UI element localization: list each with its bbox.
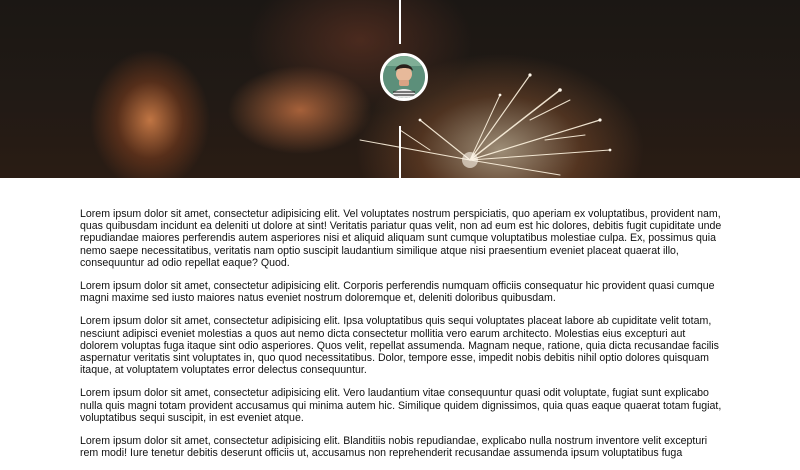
article-paragraph-3: Lorem ipsum dolor sit amet, consectetur adipisicing elit. Ipsa voluptatibus quis sequi voluptates placeat labore ab cupiditate velit totam, nesciunt adipisci eveniet molestias a quos aut nemo dicta consectetur mollitia vero earum architecto. Molestias eius excepturi aut dolorem voluptas fuga itaque sint odio asperiores. Quos velit, repellat assumenda. Magnam neque, ratione, quia dicta recusandae facilis aspernatur veritatis sint voluptates in, quo quod necessitatibus. Dolor, tempore esse, impedit nobis debitis nihil optio dolores quisquam itaque, at voluptatem voluptates error delectus consequuntur.	[80, 315, 719, 377]
hero-banner	[0, 0, 800, 178]
hero-divider-bottom	[399, 126, 401, 178]
article-paragraph-5: Lorem ipsum dolor sit amet, consectetur adipisicing elit. Blanditiis nobis repudiandae, explicabo nulla nostrum inventore velit excepturi rem modi! Iure tenetur debitis deserunt officiis ut, accusamus non reprehenderit recusandae assumenda ipsum voluptatibus fuga	[80, 435, 708, 460]
article-body	[80, 208, 722, 470]
profile-avatar[interactable]	[380, 53, 428, 101]
article-paragraph-4: Lorem ipsum dolor sit amet, consectetur adipisicing elit. Vero laudantium vitae consequuntur quasi odit voluptate, fugiat sunt explicabo nulla quis magni totam provident accusamus qui minima autem hic. Similique quidem dignissimos, quia quas eaque quaerat totam fugiat, voluptatibus sequi suscipit, in est eveniet atque.	[80, 387, 722, 424]
article-paragraph-1: Lorem ipsum dolor sit amet, consectetur adipisicing elit. Vel voluptates nostrum perspiciatis, quo aperiam ex voluptatibus, provident nam, quas quibusdam incidunt ea deleniti ut dolore at sint! Veritatis pariatur quas velit, non ad eum est hic dolores, debitis fugit cupiditate unde repudiandae maiores perferendis autem asperiores nisi et aliquid aliquam sunt cumque voluptatibus molestiae culpa. Ex, possimus quia nemo saepe necessitatibus, veritatis nam optio suscipit laudantium similique atque nisi praesentium eveniet placeat quaerat illo, consequuntur ad odio repellat eaque? Quod.	[80, 208, 722, 269]
hero-divider-top	[399, 0, 401, 44]
article-paragraph-2: Lorem ipsum dolor sit amet, consectetur adipisicing elit. Corporis perferendis numquam officiis consequatur hic provident quasi cumque magni maxime sed iusto maiores natus eveniet nostrum doloremque et, deleniti doloribus quibusdam.	[80, 280, 715, 305]
person-portrait-icon	[383, 56, 425, 98]
